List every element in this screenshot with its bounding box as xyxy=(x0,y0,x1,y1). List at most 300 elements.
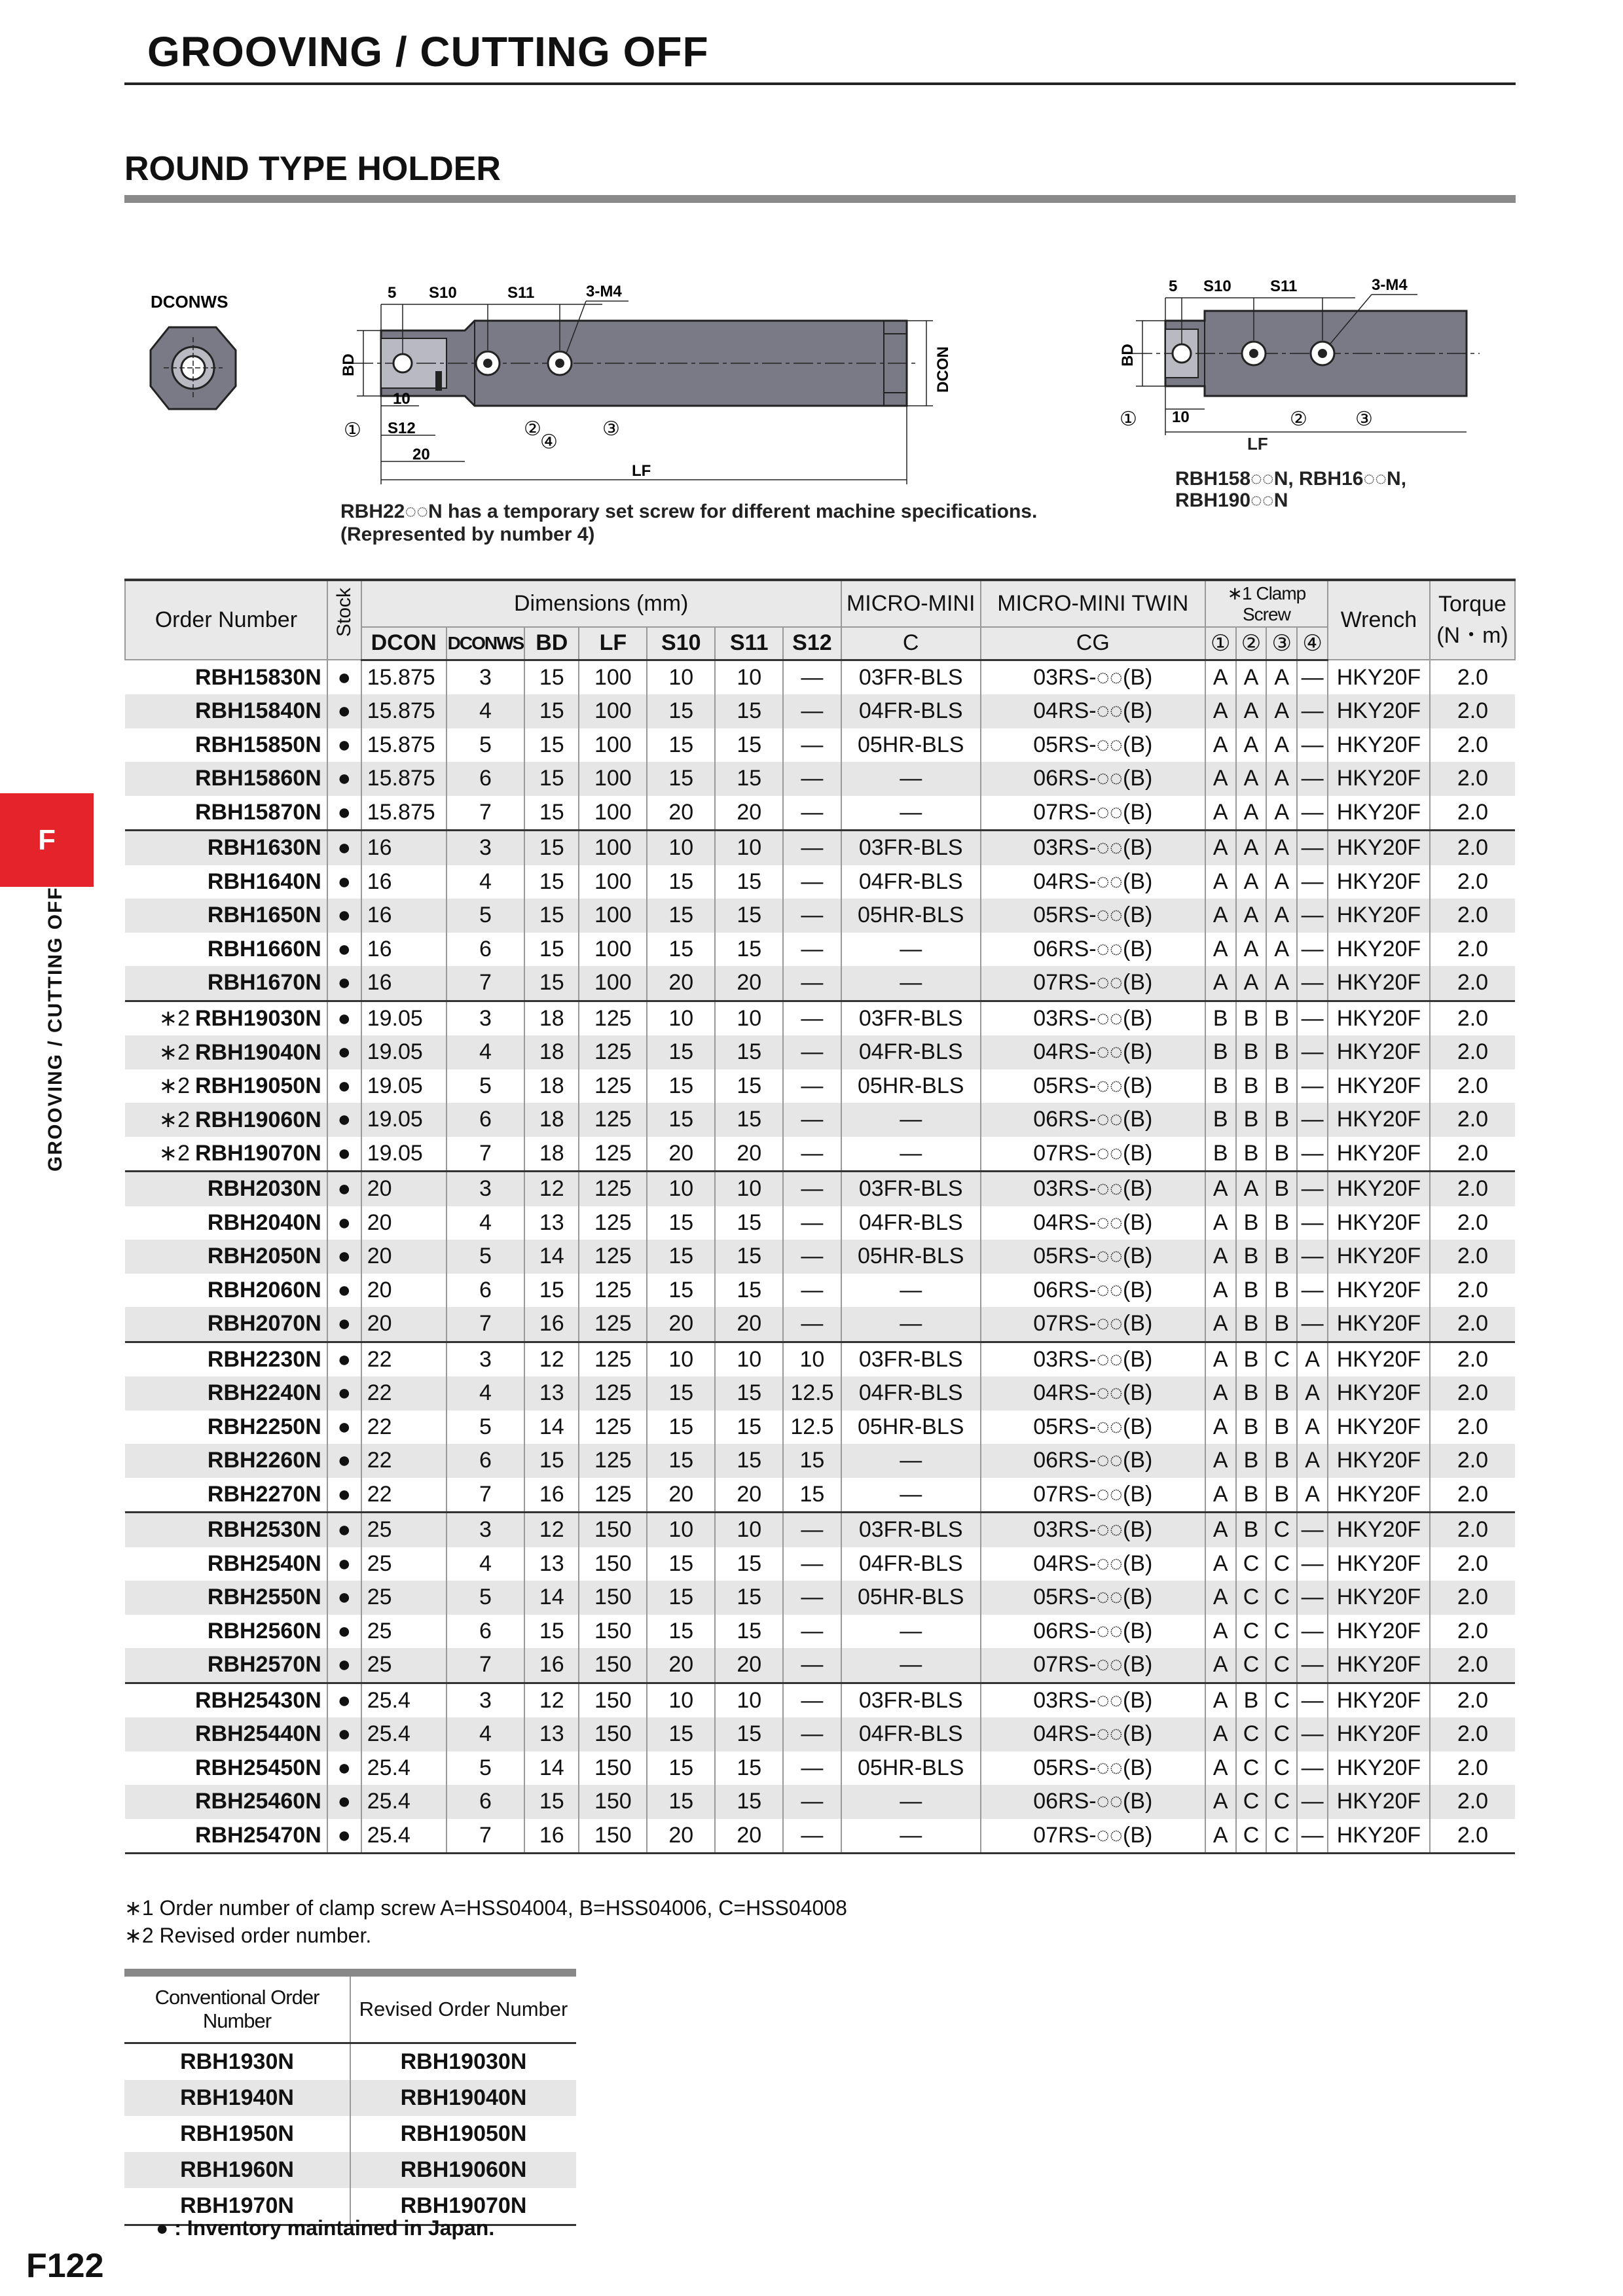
torque-cell: 2.0 xyxy=(1430,1206,1515,1240)
torque-cell: 2.0 xyxy=(1430,1376,1515,1410)
wrench-cell: HKY20F xyxy=(1328,1683,1430,1717)
k3-cell: B xyxy=(1266,1035,1297,1069)
table-row xyxy=(125,1307,1515,1342)
header-clamp-2: ② xyxy=(1236,627,1267,660)
bd-cell: 18 xyxy=(524,1137,579,1172)
k1-cell: A xyxy=(1205,1172,1236,1206)
stock-cell: ● xyxy=(327,1410,361,1444)
stock-cell: ● xyxy=(327,1274,361,1308)
revised-number-cell: RBH19070N xyxy=(350,2188,576,2225)
table-row xyxy=(125,1410,1515,1444)
s11-cell: 15 xyxy=(715,899,783,933)
s10-cell: 15 xyxy=(647,1035,715,1069)
k3-cell: B xyxy=(1266,1103,1297,1137)
lf-cell: 100 xyxy=(579,694,647,728)
drawing-note-line1: RBH22◌◌N has a temporary set screw for different machine specifications. xyxy=(340,501,1038,522)
s10-cell: 20 xyxy=(647,1478,715,1513)
order-number-cell: RBH1670N xyxy=(125,966,327,1001)
lf-cell: 100 xyxy=(579,899,647,933)
lf-cell: 150 xyxy=(579,1785,647,1819)
dconws-cell: 7 xyxy=(447,1819,525,1854)
stock-cell: ● xyxy=(327,660,361,694)
small-dim-5-label: 5 xyxy=(1169,278,1178,295)
k1-cell: A xyxy=(1205,1376,1236,1410)
k1-cell: A xyxy=(1205,1513,1236,1547)
lf-cell: 100 xyxy=(579,865,647,899)
torque-cell: 2.0 xyxy=(1430,1547,1515,1581)
c-cell: — xyxy=(841,1478,981,1513)
bd-cell: 15 xyxy=(524,1444,579,1478)
table-row xyxy=(125,694,1515,728)
callout-4: ④ xyxy=(540,431,558,453)
order-number-cell: RBH25460N xyxy=(125,1785,327,1819)
k3-cell: B xyxy=(1266,1307,1297,1342)
lf-cell: 125 xyxy=(579,1274,647,1308)
s12-cell: — xyxy=(783,1785,841,1819)
wrench-cell: HKY20F xyxy=(1328,1274,1430,1308)
s10-cell: 15 xyxy=(647,1240,715,1274)
torque-cell: 2.0 xyxy=(1430,1785,1515,1819)
lf-cell: 150 xyxy=(579,1615,647,1649)
table-row xyxy=(125,1035,1515,1069)
dcon-cell: 19.05 xyxy=(361,1069,447,1103)
k2-cell: B xyxy=(1236,1206,1267,1240)
torque-cell: 2.0 xyxy=(1430,660,1515,694)
dcon-cell: 22 xyxy=(361,1444,447,1478)
bd-cell: 15 xyxy=(524,899,579,933)
dconws-cell: 3 xyxy=(447,660,525,694)
k2-cell: C xyxy=(1236,1615,1267,1649)
dcon-cell: 25.4 xyxy=(361,1751,447,1785)
wrench-cell: HKY20F xyxy=(1328,1103,1430,1137)
dconws-cell: 4 xyxy=(447,1717,525,1751)
bd-cell: 16 xyxy=(524,1648,579,1683)
stock-cell: ● xyxy=(327,1172,361,1206)
k4-cell: — xyxy=(1297,1751,1328,1785)
k1-cell: B xyxy=(1205,1103,1236,1137)
stock-cell: ● xyxy=(327,1648,361,1683)
title-rule xyxy=(124,82,1516,85)
k2-cell: B xyxy=(1236,1137,1267,1172)
bd-cell: 15 xyxy=(524,762,579,796)
k1-cell: A xyxy=(1205,1648,1236,1683)
bd-cell: 13 xyxy=(524,1206,579,1240)
s12-cell: — xyxy=(783,1206,841,1240)
header-s10: S10 xyxy=(647,627,715,660)
s11-cell: 15 xyxy=(715,1615,783,1649)
dcon-cell: 15.875 xyxy=(361,796,447,831)
wrench-cell: HKY20F xyxy=(1328,1547,1430,1581)
k2-cell: C xyxy=(1236,1785,1267,1819)
order-number-cell: RBH2040N xyxy=(207,1210,321,1235)
conventional-number-cell: RBH1930N xyxy=(124,2043,350,2081)
c-cell: — xyxy=(841,1307,981,1342)
table-row xyxy=(125,1785,1515,1819)
cg-cell: 03RS-◌◌(B) xyxy=(981,1683,1205,1717)
side-view-drawing-small xyxy=(1074,272,1486,435)
header-conventional: Conventional Order Number xyxy=(124,1973,350,2043)
s12-cell: — xyxy=(783,966,841,1001)
s10-cell: 15 xyxy=(647,1069,715,1103)
stock-cell: ● xyxy=(327,1103,361,1137)
s10-cell: 15 xyxy=(647,865,715,899)
lf-cell: 100 xyxy=(579,728,647,762)
s10-cell: 20 xyxy=(647,1648,715,1683)
s12-cell: — xyxy=(783,1513,841,1547)
header-order-number: Order Number xyxy=(125,580,327,660)
dcon-cell: 25.4 xyxy=(361,1717,447,1751)
conversion-row xyxy=(124,2080,576,2116)
k4-cell: — xyxy=(1297,933,1328,967)
page-title: GROOVING / CUTTING OFF xyxy=(147,28,709,75)
bd-cell: 12 xyxy=(524,1342,579,1376)
c-cell: 05HR-BLS xyxy=(841,1410,981,1444)
k1-cell: A xyxy=(1205,1717,1236,1751)
dconws-cell: 4 xyxy=(447,694,525,728)
cg-cell: 03RS-◌◌(B) xyxy=(981,1001,1205,1035)
wrench-cell: HKY20F xyxy=(1328,1376,1430,1410)
k2-cell: B xyxy=(1236,1410,1267,1444)
c-cell: 03FR-BLS xyxy=(841,660,981,694)
s12-cell: 15 xyxy=(783,1478,841,1513)
revised-mark: ∗2 xyxy=(158,1006,190,1031)
k4-cell: A xyxy=(1297,1478,1328,1513)
bd-cell: 15 xyxy=(524,865,579,899)
dconws-cell: 3 xyxy=(447,1172,525,1206)
conversion-row xyxy=(124,2152,576,2188)
dcon-cell: 25 xyxy=(361,1648,447,1683)
dconws-cell: 5 xyxy=(447,899,525,933)
k1-cell: A xyxy=(1205,1478,1236,1513)
torque-cell: 2.0 xyxy=(1430,899,1515,933)
c-cell: 03FR-BLS xyxy=(841,1683,981,1717)
torque-cell: 2.0 xyxy=(1430,1137,1515,1172)
cg-cell: 06RS-◌◌(B) xyxy=(981,933,1205,967)
conventional-number-cell: RBH1970N xyxy=(124,2188,350,2225)
s12-cell: — xyxy=(783,933,841,967)
c-cell: — xyxy=(841,1103,981,1137)
section-title: ROUND TYPE HOLDER xyxy=(124,150,501,188)
k3-cell: A xyxy=(1266,796,1297,831)
lf-cell: 150 xyxy=(579,1751,647,1785)
k3-cell: B xyxy=(1266,1069,1297,1103)
cg-cell: 05RS-◌◌(B) xyxy=(981,1751,1205,1785)
dconws-cell: 6 xyxy=(447,1615,525,1649)
k2-cell: A xyxy=(1236,796,1267,831)
cg-cell: 06RS-◌◌(B) xyxy=(981,1274,1205,1308)
dconws-cell: 7 xyxy=(447,1478,525,1513)
stock-cell: ● xyxy=(327,1819,361,1854)
order-number-cell: RBH1650N xyxy=(125,899,327,933)
cg-cell: 06RS-◌◌(B) xyxy=(981,1615,1205,1649)
dconws-cell: 5 xyxy=(447,728,525,762)
order-number-cell: RBH25470N xyxy=(125,1819,327,1854)
k1-cell: A xyxy=(1205,1240,1236,1274)
c-cell: 04FR-BLS xyxy=(841,1717,981,1751)
k3-cell: B xyxy=(1266,1137,1297,1172)
table-row xyxy=(125,796,1515,831)
header-s12: S12 xyxy=(783,627,841,660)
s11-cell: 15 xyxy=(715,1376,783,1410)
dcon-cell: 20 xyxy=(361,1274,447,1308)
cg-cell: 04RS-◌◌(B) xyxy=(981,865,1205,899)
s11-cell: 15 xyxy=(715,694,783,728)
s10-cell: 10 xyxy=(647,1342,715,1376)
k3-cell: C xyxy=(1266,1342,1297,1376)
k4-cell: A xyxy=(1297,1342,1328,1376)
s11-cell: 20 xyxy=(715,1137,783,1172)
callout-3: ③ xyxy=(602,418,620,440)
s12-cell: — xyxy=(783,1547,841,1581)
dim-bd-label: BD xyxy=(340,353,357,376)
cg-cell: 05RS-◌◌(B) xyxy=(981,1410,1205,1444)
stock-cell: ● xyxy=(327,1683,361,1717)
header-s11: S11 xyxy=(715,627,783,660)
c-cell: — xyxy=(841,1819,981,1854)
bd-cell: 14 xyxy=(524,1751,579,1785)
table-row xyxy=(125,1478,1515,1513)
k2-cell: B xyxy=(1236,1444,1267,1478)
k3-cell: B xyxy=(1266,1410,1297,1444)
dconws-cell: 5 xyxy=(447,1240,525,1274)
torque-cell: 2.0 xyxy=(1430,831,1515,865)
callout-1: ① xyxy=(344,420,361,441)
k3-cell: A xyxy=(1266,933,1297,967)
footnote-2: ∗2 Revised order number. xyxy=(124,1924,372,1947)
k2-cell: B xyxy=(1236,1478,1267,1513)
dconws-cell: 3 xyxy=(447,1513,525,1547)
lf-cell: 125 xyxy=(579,1001,647,1035)
revised-number-cell: RBH19050N xyxy=(400,2121,527,2146)
torque-cell: 2.0 xyxy=(1430,762,1515,796)
c-cell: — xyxy=(841,1444,981,1478)
s12-cell: — xyxy=(783,1240,841,1274)
table-row xyxy=(125,728,1515,762)
cg-cell: 06RS-◌◌(B) xyxy=(981,1785,1205,1819)
lf-cell: 100 xyxy=(579,966,647,1001)
table-row xyxy=(125,1103,1515,1137)
torque-cell: 2.0 xyxy=(1430,1717,1515,1751)
table-row xyxy=(125,1819,1515,1854)
s11-cell: 20 xyxy=(715,1819,783,1854)
table-row xyxy=(125,1648,1515,1683)
s12-cell: 15 xyxy=(783,1444,841,1478)
s12-cell: — xyxy=(783,1819,841,1854)
k4-cell: — xyxy=(1297,1513,1328,1547)
k2-cell: A xyxy=(1236,933,1267,967)
dconws-cell: 4 xyxy=(447,1206,525,1240)
order-number-cell: RBH2240N xyxy=(125,1376,327,1410)
k4-cell: — xyxy=(1297,1035,1328,1069)
wrench-cell: HKY20F xyxy=(1328,762,1430,796)
wrench-cell: HKY20F xyxy=(1328,966,1430,1001)
wrench-cell: HKY20F xyxy=(1328,1717,1430,1751)
k4-cell: — xyxy=(1297,694,1328,728)
lf-cell: 125 xyxy=(579,1240,647,1274)
s11-cell: 10 xyxy=(715,660,783,694)
dcon-cell: 15.875 xyxy=(361,660,447,694)
wrench-cell: HKY20F xyxy=(1328,660,1430,694)
header-clamp-4: ④ xyxy=(1297,627,1328,660)
header-revised: Revised Order Number xyxy=(350,1973,576,2043)
c-cell: 05HR-BLS xyxy=(841,1751,981,1785)
table-row xyxy=(125,1513,1515,1547)
small-callout-1: ① xyxy=(1120,408,1137,430)
lf-cell: 125 xyxy=(579,1410,647,1444)
k1-cell: B xyxy=(1205,1001,1236,1035)
dcon-cell: 20 xyxy=(361,1240,447,1274)
header-micro-mini: MICRO-MINI xyxy=(841,580,981,627)
wrench-cell: HKY20F xyxy=(1328,1137,1430,1172)
stock-cell: ● xyxy=(327,1307,361,1342)
k2-cell: B xyxy=(1236,1376,1267,1410)
torque-cell: 2.0 xyxy=(1430,1307,1515,1342)
k3-cell: C xyxy=(1266,1615,1297,1649)
wrench-cell: HKY20F xyxy=(1328,1240,1430,1274)
s11-cell: 15 xyxy=(715,1444,783,1478)
dconws-cell: 5 xyxy=(447,1069,525,1103)
lf-cell: 125 xyxy=(579,1444,647,1478)
s10-cell: 15 xyxy=(647,1376,715,1410)
s10-cell: 15 xyxy=(647,728,715,762)
k2-cell: A xyxy=(1236,1172,1267,1206)
s12-cell: — xyxy=(783,694,841,728)
cg-cell: 07RS-◌◌(B) xyxy=(981,966,1205,1001)
k3-cell: B xyxy=(1266,1240,1297,1274)
dconws-cell: 4 xyxy=(447,865,525,899)
conversion-row xyxy=(124,2116,576,2152)
s10-cell: 15 xyxy=(647,899,715,933)
dim-s10-label: S10 xyxy=(429,284,457,302)
wrench-cell: HKY20F xyxy=(1328,1785,1430,1819)
order-number-cell: RBH2060N xyxy=(207,1277,321,1302)
wrench-cell: HKY20F xyxy=(1328,1410,1430,1444)
header-clamp-screw: ∗1 Clamp Screw xyxy=(1205,580,1328,627)
page-number: F122 xyxy=(26,2247,104,2285)
cg-cell: 04RS-◌◌(B) xyxy=(981,1376,1205,1410)
order-number-conversion-table xyxy=(124,1969,576,2226)
bd-cell: 16 xyxy=(524,1307,579,1342)
cg-cell: 05RS-◌◌(B) xyxy=(981,1069,1205,1103)
cg-cell: 03RS-◌◌(B) xyxy=(981,1513,1205,1547)
table-row xyxy=(125,1274,1515,1308)
torque-cell: 2.0 xyxy=(1430,1513,1515,1547)
s11-cell: 20 xyxy=(715,1648,783,1683)
s10-cell: 15 xyxy=(647,1751,715,1785)
bd-cell: 13 xyxy=(524,1717,579,1751)
bd-cell: 13 xyxy=(524,1547,579,1581)
wrench-cell: HKY20F xyxy=(1328,1615,1430,1649)
wrench-cell: HKY20F xyxy=(1328,694,1430,728)
wrench-cell: HKY20F xyxy=(1328,831,1430,865)
s12-cell: 12.5 xyxy=(783,1376,841,1410)
table-row xyxy=(125,1547,1515,1581)
order-number-cell: RBH2050N xyxy=(125,1240,327,1274)
small-callout-3: ③ xyxy=(1355,408,1373,430)
header-micro-mini-twin: MICRO-MINI TWIN xyxy=(981,580,1205,627)
s11-cell: 15 xyxy=(715,933,783,967)
s11-cell: 15 xyxy=(715,1785,783,1819)
bd-cell: 12 xyxy=(524,1513,579,1547)
s12-cell: — xyxy=(783,796,841,831)
k1-cell: A xyxy=(1205,1751,1236,1785)
k1-cell: A xyxy=(1205,865,1236,899)
header-c: C xyxy=(841,627,981,660)
s11-cell: 10 xyxy=(715,1172,783,1206)
drawing2-caption-line2: RBH190◌◌N xyxy=(1175,490,1288,511)
wrench-cell: HKY20F xyxy=(1328,1513,1430,1547)
order-number-cell: RBH1660N xyxy=(207,936,321,961)
callout-2-visible: ② xyxy=(524,418,541,440)
s11-cell: 20 xyxy=(715,1478,783,1513)
c-cell: 04FR-BLS xyxy=(841,694,981,728)
table-row xyxy=(125,865,1515,899)
k3-cell: A xyxy=(1266,660,1297,694)
lf-cell: 150 xyxy=(579,1717,647,1751)
c-cell: 04FR-BLS xyxy=(841,1206,981,1240)
torque-cell: 2.0 xyxy=(1430,1342,1515,1376)
s12-cell: 10 xyxy=(783,1342,841,1376)
torque-cell: 2.0 xyxy=(1430,1035,1515,1069)
s11-cell: 20 xyxy=(715,796,783,831)
k3-cell: C xyxy=(1266,1581,1297,1615)
s12-cell: — xyxy=(783,1307,841,1342)
s10-cell: 20 xyxy=(647,966,715,1001)
cg-cell: 07RS-◌◌(B) xyxy=(981,1478,1205,1513)
k1-cell: A xyxy=(1205,966,1236,1001)
k2-cell: C xyxy=(1236,1581,1267,1615)
s12-cell: — xyxy=(783,1172,841,1206)
order-number-cell: RBH15870N xyxy=(194,799,321,825)
s12-cell: — xyxy=(783,1581,841,1615)
c-cell: 03FR-BLS xyxy=(841,1001,981,1035)
k4-cell: — xyxy=(1297,966,1328,1001)
c-cell: 05HR-BLS xyxy=(841,899,981,933)
lf-cell: 125 xyxy=(579,1376,647,1410)
header-torque: Torque (N・m) xyxy=(1430,580,1515,660)
small-dim-lf-label: LF xyxy=(1247,434,1268,454)
order-number-cell: RBH2230N xyxy=(125,1342,327,1376)
dconws-cell: 5 xyxy=(447,1581,525,1615)
dcon-cell: 19.05 xyxy=(361,1137,447,1172)
stock-cell: ● xyxy=(327,1240,361,1274)
stock-cell: ● xyxy=(327,1206,361,1240)
s12-cell: — xyxy=(783,1683,841,1717)
wrench-cell: HKY20F xyxy=(1328,1035,1430,1069)
stock-cell: ● xyxy=(327,1785,361,1819)
dcon-cell: 22 xyxy=(361,1410,447,1444)
cg-cell: 04RS-◌◌(B) xyxy=(981,694,1205,728)
k3-cell: A xyxy=(1266,899,1297,933)
c-cell: 05HR-BLS xyxy=(841,1069,981,1103)
stock-cell: ● xyxy=(327,1444,361,1478)
dconws-cell: 3 xyxy=(447,1001,525,1035)
lf-cell: 150 xyxy=(579,1513,647,1547)
table-row xyxy=(125,831,1515,865)
s11-cell: 15 xyxy=(715,1035,783,1069)
lf-cell: 125 xyxy=(579,1342,647,1376)
s10-cell: 10 xyxy=(647,831,715,865)
dcon-cell: 19.05 xyxy=(361,1035,447,1069)
k4-cell: — xyxy=(1297,1581,1328,1615)
stock-cell: ● xyxy=(327,1069,361,1103)
s12-cell: — xyxy=(783,1001,841,1035)
k2-cell: A xyxy=(1236,660,1267,694)
k1-cell: A xyxy=(1205,1307,1236,1342)
k2-cell: B xyxy=(1236,1342,1267,1376)
stock-cell: ● xyxy=(327,1581,361,1615)
c-cell: 04FR-BLS xyxy=(841,865,981,899)
